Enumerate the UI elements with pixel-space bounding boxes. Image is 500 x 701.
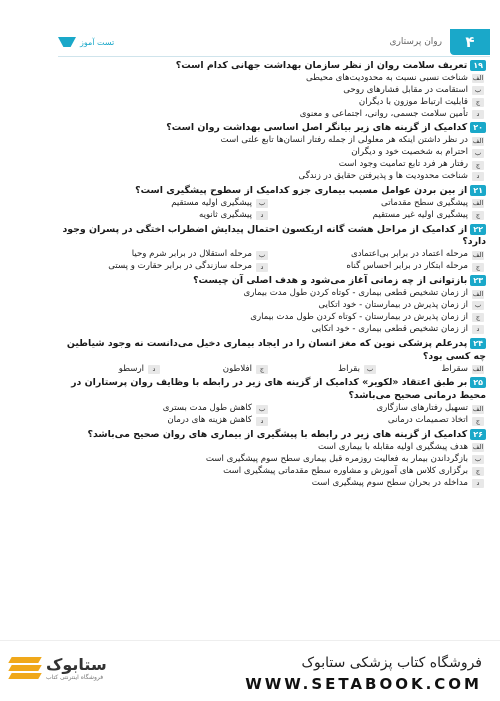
option-label: الف <box>472 289 484 298</box>
option-label: د <box>472 479 484 488</box>
brand-logo-icon <box>58 37 76 47</box>
option-label: د <box>472 325 484 334</box>
answer-option[interactable] <box>60 159 486 171</box>
option-text: سقراط <box>441 363 468 374</box>
options-group <box>60 403 486 427</box>
answer-option[interactable] <box>60 442 486 454</box>
option-label: ج <box>472 417 484 426</box>
question-number: ۲۰ <box>470 122 486 133</box>
question-text: کدامیک از گزینه های زیر بیانگر اصل اساسی بهداشت روان است؟ <box>166 122 468 134</box>
option-text: از زمان پذیرش در بیمارستان - کوتاه کردن طول مدت بیماری <box>250 311 468 322</box>
question-title <box>60 377 486 403</box>
page-number: ۴ <box>450 29 490 55</box>
question-text: از کدامیک از مراحل هشت گانه اریکسون احتمال پیدایش اضطراب اختگی در پسران وجود دارد؟ <box>62 223 486 248</box>
option-text: کاهش هزینه های درمان <box>167 415 252 426</box>
answer-option[interactable] <box>60 249 270 261</box>
question-number: ۱۹ <box>470 60 486 71</box>
answer-option[interactable] <box>60 147 486 159</box>
header-divider <box>58 56 490 57</box>
answer-option[interactable] <box>60 466 486 478</box>
question-number: ۲۴ <box>470 338 486 349</box>
question-number: ۲۲ <box>470 224 486 235</box>
question-text: پدرعلم پزشکی نوین که مغز انسان را در ایجاد بیماری دخیل می‌دانست نه وجود شیاطین چه کسی بود؟ <box>66 337 486 362</box>
answer-option[interactable] <box>60 73 486 85</box>
option-text: اتخاذ تصمیمات درمانی <box>387 415 468 426</box>
answer-option[interactable] <box>60 364 162 376</box>
question-item <box>60 185 486 222</box>
option-text: مرحله اعتماد در برابر بی‌اعتمادی <box>351 249 468 260</box>
answer-option[interactable] <box>60 288 486 300</box>
answer-option[interactable] <box>60 454 486 466</box>
option-text: پیشگیری ثانویه <box>198 209 252 220</box>
answer-option[interactable] <box>60 415 270 427</box>
question-item <box>60 338 486 376</box>
option-text: پیشگیری اولیه مستقیم <box>171 197 252 208</box>
options-group <box>60 135 486 182</box>
answer-option[interactable] <box>60 109 486 121</box>
option-text: استقامت در مقابل فشارهای روحی <box>343 84 468 95</box>
answer-option[interactable] <box>60 403 270 415</box>
option-label: ج <box>256 365 268 374</box>
option-label: ج <box>472 211 484 220</box>
store-url[interactable]: WWW.SETABOOK.COM <box>245 675 482 693</box>
option-label: د <box>472 172 484 181</box>
answer-option[interactable] <box>276 364 378 376</box>
question-number: ۲۱ <box>470 185 486 196</box>
question-title <box>60 224 486 250</box>
answer-option[interactable] <box>276 249 486 261</box>
answer-option[interactable] <box>60 85 486 97</box>
option-label: الف <box>472 199 484 208</box>
option-text: ارسطو <box>118 363 144 374</box>
options-group <box>60 73 486 120</box>
answer-option[interactable] <box>60 312 486 324</box>
option-label: د <box>256 417 268 426</box>
option-text: مرحله سازندگی در برابر حقارت و پستی <box>108 261 252 272</box>
option-label: ب <box>256 199 268 208</box>
question-title <box>60 185 486 198</box>
question-number: ۲۶ <box>470 429 486 440</box>
answer-option[interactable] <box>276 403 486 415</box>
option-label: ج <box>472 467 484 476</box>
option-text: از زمان تشخیص قطعی بیماری - خود اتکایی <box>311 323 468 334</box>
option-label: الف <box>472 136 484 145</box>
options-group <box>60 198 486 222</box>
option-text: قابلیت ارتباط موزون با دیگران <box>358 96 468 107</box>
question-text: کدامیک از گزینه های زیر در رابطه با پیشگیری از بیماری های روان صحیح می‌باشد؟ <box>87 429 468 441</box>
options-group <box>60 442 486 489</box>
question-title <box>60 60 486 73</box>
answer-option[interactable] <box>60 198 270 210</box>
question-text: بازتوانی از چه زمانی آغاز می‌شود و هدف اصلی آن چیست؟ <box>193 275 468 287</box>
header-right-group <box>389 29 490 55</box>
question-item <box>60 60 486 120</box>
answer-option[interactable] <box>60 171 486 183</box>
header-brand <box>58 37 114 47</box>
option-label: ج <box>472 313 484 322</box>
answer-option[interactable] <box>60 135 486 147</box>
question-text: از بین بردن عوامل مسبب بیماری جزو کدامیک از سطوح پیشگیری است؟ <box>135 184 468 196</box>
page-header <box>58 28 490 56</box>
option-label: د <box>148 365 160 374</box>
answer-option[interactable] <box>276 210 486 222</box>
question-title <box>60 275 486 288</box>
option-text: تأمین سلامت جسمی، روانی، اجتماعی و معنوی <box>299 108 468 119</box>
option-text: مرحله استقلال در برابر شرم وحیا <box>131 249 252 260</box>
option-label: ج <box>472 161 484 170</box>
option-label: ب <box>472 149 484 158</box>
logo-subtitle: فروشگاه اینترنتی کتاب <box>46 674 104 681</box>
option-text: احترام به شخصیت خود و دیگران <box>351 147 468 158</box>
options-group <box>60 249 486 273</box>
answer-option[interactable] <box>60 478 486 490</box>
answer-option[interactable] <box>60 324 486 336</box>
question-item <box>60 377 486 427</box>
question-text: بر طبق اعتقاد «لکویر» کدامیک از گزینه های زیر در رابطه با وظایف روان پرستاران در محیط درمانی صحیح می‌باشد؟ <box>71 377 486 402</box>
option-text: هدف پیشگیری اولیه مقابله با بیماری است <box>317 441 468 452</box>
option-label: د <box>472 110 484 119</box>
option-text: افلاطون <box>222 363 252 374</box>
answer-option[interactable] <box>276 261 486 273</box>
option-text: پیشگیری سطح مقدماتی <box>381 197 468 208</box>
option-label: الف <box>472 443 484 452</box>
option-text: شناخت محدودیت ها و پذیرفتن حقایق در زندگی <box>298 170 468 181</box>
setabook-logo <box>10 655 107 681</box>
option-label: ب <box>472 455 484 464</box>
option-label: ب <box>472 86 484 95</box>
option-text: رفتار هر فرد تابع تمامیت وجود است <box>338 159 468 170</box>
option-label: الف <box>472 364 484 373</box>
logo-chevron-icon <box>10 655 40 681</box>
question-item <box>60 224 486 274</box>
page-footer <box>0 640 500 701</box>
option-text: شناخت نسبی نسبت به محدودیت‌های محیطی <box>305 72 468 83</box>
logo-text: ستابوک <box>46 655 107 674</box>
option-text: تسهیل رفتارهای سازگاری <box>376 403 468 414</box>
option-label: ج <box>472 98 484 107</box>
question-text: تعریف سلامت روان از نظر سازمان بهداشت جهانی کدام است؟ <box>175 60 468 71</box>
option-text: از زمان پذیرش در بیمارستان - خود اتکایی <box>318 299 468 310</box>
answer-option[interactable] <box>168 364 270 376</box>
answer-option[interactable] <box>276 198 486 210</box>
options-group <box>60 288 486 335</box>
question-title <box>60 429 486 442</box>
questions-list <box>60 60 486 491</box>
question-title <box>60 122 486 135</box>
option-text: در نظر داشتن اینکه هر معلولی از جمله رفتار انسان‌ها تابع علتی است <box>220 135 468 146</box>
question-title <box>60 338 486 364</box>
question-number: ۲۳ <box>470 275 486 286</box>
option-label: ب <box>364 365 376 374</box>
answer-option[interactable] <box>60 97 486 109</box>
option-label: ب <box>256 405 268 414</box>
option-label: د <box>256 263 268 272</box>
option-label: الف <box>472 250 484 259</box>
option-text: پیشگیری اولیه غیر مستقیم <box>372 209 468 220</box>
brand-name: تست آموز <box>80 37 115 47</box>
option-label: الف <box>472 74 484 83</box>
option-text: از زمان تشخیص قطعی بیماری - کوتاه کردن طول مدت بیماری <box>243 288 468 299</box>
answer-option[interactable] <box>60 300 486 312</box>
option-label: د <box>256 211 268 220</box>
store-name: فروشگاه کتاب پزشکی ستابوک <box>301 655 482 671</box>
question-item <box>60 429 486 489</box>
options-group <box>60 364 486 376</box>
option-text: برگزاری کلاس های آموزش و مشاوره سطح مقدماتی پیشگیری است <box>223 465 468 476</box>
option-label: الف <box>472 404 484 413</box>
option-label: ب <box>256 251 268 260</box>
question-item <box>60 275 486 335</box>
question-item <box>60 122 486 182</box>
answer-option[interactable] <box>60 210 270 222</box>
answer-option[interactable] <box>384 364 486 376</box>
option-label: ج <box>472 263 484 272</box>
answer-option[interactable] <box>276 415 486 427</box>
option-text: بازگرداندن بیمار به فعالیت روزمره قبل بیماری سطح سوم پیشگیری است <box>205 453 468 464</box>
option-text: بقراط <box>338 363 360 374</box>
question-number: ۲۵ <box>470 377 486 388</box>
subject-title: روان پرستاری <box>389 37 442 47</box>
option-text: مرحله ابتکار در برابر احساس گناه <box>346 261 468 272</box>
option-label: ب <box>472 301 484 310</box>
option-text: مداخله در بحران سطح سوم پیشگیری است <box>311 477 468 488</box>
option-text: کاهش طول مدت بستری <box>162 403 252 414</box>
answer-option[interactable] <box>60 261 270 273</box>
